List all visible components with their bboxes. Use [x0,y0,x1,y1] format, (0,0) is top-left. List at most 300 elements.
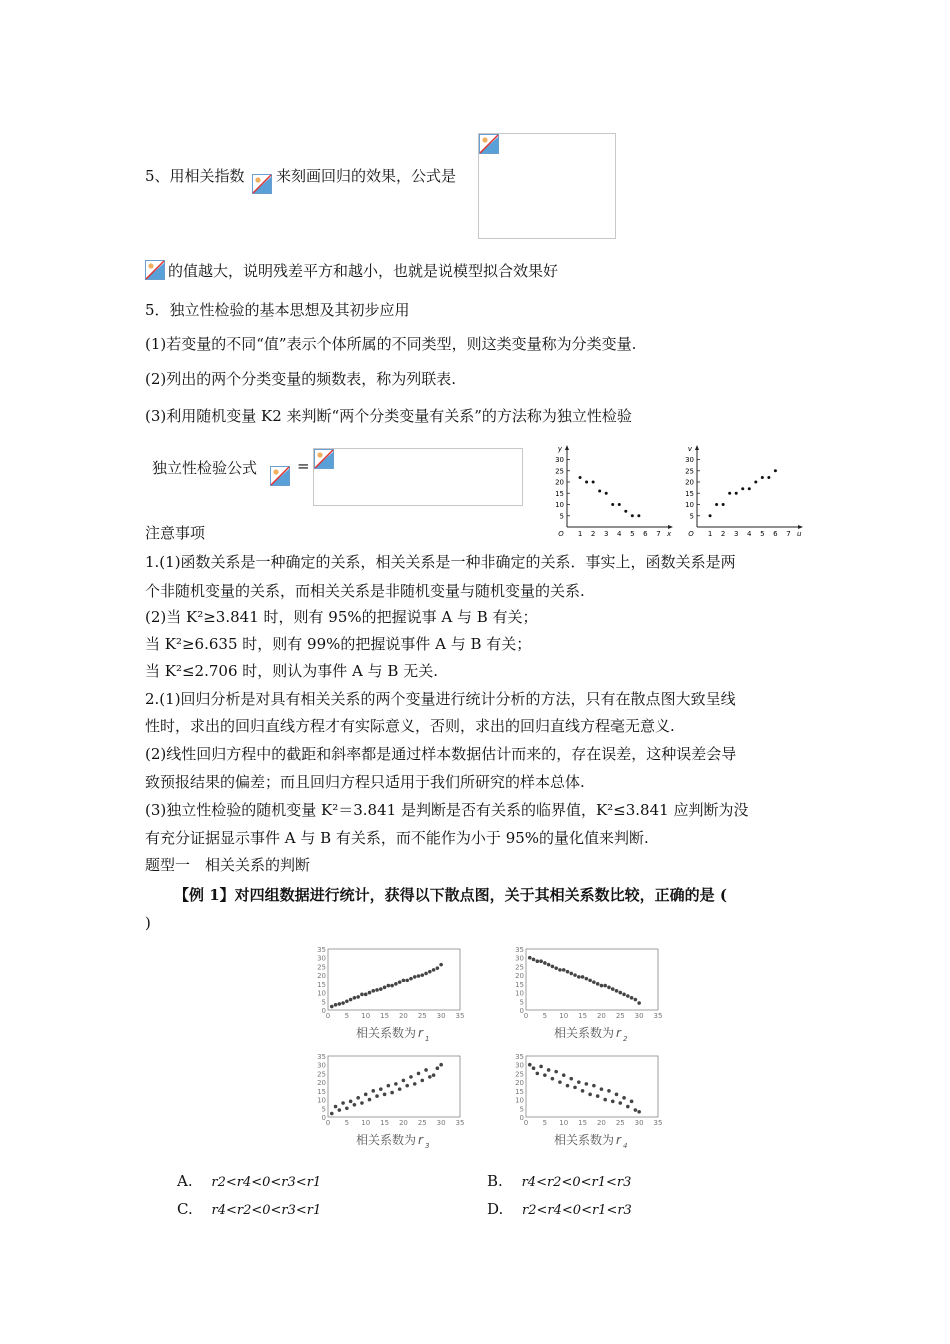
data-point [424,972,428,976]
data-point [722,503,725,506]
data-point [368,991,372,995]
data-point [364,1093,368,1097]
caption-variable: r [418,1133,423,1147]
x-tick-label: 35 [653,1119,663,1127]
data-point [596,1094,600,1098]
x-tick-label: 7 [786,530,791,538]
x-tick-label: 30 [634,1119,644,1127]
data-point [735,492,738,495]
data-point [611,987,615,991]
data-point [543,1073,547,1077]
data-point [390,1091,394,1095]
data-point [596,982,600,986]
data-point [588,1093,592,1097]
option-d[interactable] [487,1199,632,1221]
data-point [428,970,432,974]
y-tick-label: 25 [685,467,694,476]
independence-heading: 5．独立性检验的基本思想及其初步应用 [145,301,410,319]
data-point [539,959,543,963]
data-point [585,481,588,484]
data-point [409,977,413,981]
data-point [577,1080,581,1084]
data-point [417,1072,421,1076]
equals-sign: = [297,457,310,475]
data-point [394,982,398,986]
y-tick-label: 10 [317,1096,326,1105]
data-point [728,492,731,495]
data-point [330,1112,334,1116]
y-tick-label: 5 [689,512,694,521]
data-point [528,956,532,960]
data-point [600,984,604,988]
y-tick-label: 5 [321,1105,326,1114]
scatter-plot-r4 [506,1050,676,1155]
x-tick-label: 5 [344,1119,350,1127]
y-axis-label: v [687,445,692,453]
x-tick-label: O [558,530,564,538]
note-6a: (2)线性回归方程中的截距和斜率都是通过样本数据估计而来的，存在误差，这种误差会导 [145,745,737,763]
data-point [754,481,757,484]
data-point [345,999,349,1003]
x-tick-label: 0 [523,1119,529,1127]
option-b-text: r4<r2<0<r1<r3 [521,1175,632,1190]
x-tick-label: 2 [720,530,726,538]
y-tick-label: 0 [321,1114,326,1122]
data-point [631,514,634,517]
y-tick-label: 15 [317,980,326,989]
data-point [607,1089,611,1093]
question-stem-close: ) [145,914,151,932]
data-point [634,1108,638,1112]
data-point [562,1073,566,1077]
broken-image-icon [270,466,290,486]
x-tick-label: 10 [559,1119,569,1127]
data-point [539,1065,543,1069]
data-point [615,1093,619,1097]
x-tick-label: 20 [398,1119,408,1127]
y-tick-label: 15 [515,980,524,989]
data-point [420,973,424,977]
option-b-label: B. [487,1172,503,1190]
x-tick-label: 5 [630,530,635,538]
broken-image-icon [314,449,334,469]
caption-variable: r [616,1026,621,1040]
note-2: (2)当 K²≥3.841 时，则有 95%的把握说事 A 与 B 有关； [145,608,538,626]
y-tick-label: 5 [519,1105,524,1114]
data-point [592,1084,596,1088]
data-point [379,1087,383,1091]
x-tick-label: 6 [773,530,778,538]
plot-caption: 相关系数为 [356,1026,417,1040]
x-tick-label: 5 [344,1012,350,1020]
data-point [420,1079,424,1083]
data-point [543,961,547,965]
x-tick-label: 1 [577,530,583,538]
data-point [592,980,596,984]
data-point [436,1066,440,1070]
x-tick-label: 30 [436,1119,446,1127]
data-point [547,1068,551,1072]
x-tick-label: 3 [733,530,739,538]
data-point [637,1001,641,1005]
data-point [356,995,360,999]
note-4: 当 K²≤2.706 时，则认为事件 A 与 B 无关. [145,662,438,680]
y-tick-label: 30 [317,954,326,963]
data-point [536,959,540,963]
data-point [562,968,566,972]
option-c-label: C. [177,1200,193,1218]
note-7b: 有充分证据显示事件 A 与 B 有关系，而不能作为小于 95%的量化值来判断. [145,829,649,847]
data-point [618,503,621,506]
data-point [637,1110,641,1114]
x-tick-label: 2 [590,530,596,538]
data-point [554,1070,558,1074]
y-axis-label: y [557,445,562,453]
y-tick-label: 30 [317,1061,326,1070]
x-axis-arrow [668,525,673,529]
data-point [341,1001,345,1005]
x-tick-label: 20 [596,1012,606,1020]
y-tick-label: 25 [555,467,564,476]
data-point [577,975,581,979]
data-point [405,979,409,983]
data-point [390,984,394,988]
data-point [585,977,589,981]
data-point [630,996,634,1000]
data-point [334,1105,338,1109]
y-tick-label: 10 [515,1096,524,1105]
data-point [774,469,777,472]
data-point [573,973,577,977]
option-d-text: r2<r4<0<r1<r3 [522,1203,632,1218]
notes-title: 注意事项 [145,524,206,542]
data-point [551,1077,555,1081]
y-tick-label: 30 [685,456,694,464]
x-tick-label: 1 [707,530,713,538]
note-5b: 性时，求出的回归直线方程才有实际意义，否则，求出的回归直线方程毫无意义. [145,717,675,735]
data-point [581,975,585,979]
data-point [605,492,608,495]
option-a-label: A. [177,1172,193,1190]
data-point [424,1068,428,1072]
caption-subscript: 4 [623,1142,628,1150]
x-tick-label: 0 [325,1119,331,1127]
x-tick-label: 20 [596,1119,606,1127]
y-tick-label: 35 [515,946,524,954]
data-point [368,1098,372,1102]
formula-prefix: 5、用相关指数 [145,167,245,185]
scatter-plot-r3 [308,1050,478,1155]
question-stem: 【例 1】对四组数据进行统计，获得以下散点图，关于其相关系数比较，正确的是 ( [174,886,727,904]
data-point [761,476,764,479]
data-point [611,503,614,506]
x-tick-label: 25 [615,1119,625,1127]
independence-item-2: (2)列出的两个分类变量的频数表，称为列联表. [145,370,457,388]
data-point [569,1077,573,1081]
data-point [566,970,570,974]
x-axis-label: u [797,530,802,538]
note-5a: 2.(1)回归分析是对具有相关关系的两个变量进行统计分析的方法，只有在散点图大致呈线 [145,690,736,708]
y-tick-label: 30 [515,954,524,963]
data-point [353,996,357,1000]
data-point [379,987,383,991]
data-point [566,1084,570,1088]
data-point [622,1096,626,1100]
x-tick-label: 35 [455,1012,465,1020]
y-tick-label: 35 [515,1053,524,1061]
data-point [360,993,364,997]
x-tick-label: 25 [417,1119,427,1127]
y-tick-label: 25 [515,963,524,972]
data-point [413,1082,417,1086]
option-a-text: r2<r4<0<r3<r1 [211,1175,322,1190]
broken-image-icon [252,174,272,194]
x-axis-arrow [798,525,803,529]
data-point [618,991,622,995]
data-point [417,974,421,978]
y-tick-label: 10 [317,989,326,998]
y-tick-label: 0 [519,1114,524,1122]
data-point [585,1082,589,1086]
scatter-plot-xy [545,445,675,550]
data-point [611,1100,615,1104]
y-tick-label: 10 [555,501,564,509]
y-tick-label: 20 [317,1079,326,1088]
x-tick-label: 30 [436,1012,446,1020]
note-1a: 1.(1)函数关系是一种确定的关系，相关关系是一种非确定的关系．事实上，函数关系是两 [145,553,736,571]
x-tick-label: 15 [578,1012,588,1020]
data-point [405,1084,409,1088]
data-point [375,1094,379,1098]
data-point [402,979,406,983]
x-tick-label: 4 [617,530,622,538]
data-point [551,965,555,969]
caption-variable: r [418,1026,423,1040]
data-point [402,1079,406,1083]
data-point [360,1101,364,1105]
data-point [588,979,592,983]
data-point [637,514,640,517]
data-point [600,1087,604,1091]
broken-image-icon [479,134,499,154]
independence-formula-label: 独立性检验公式 [152,459,258,477]
data-point [603,1098,607,1102]
data-point [573,1086,577,1090]
note-3: 当 K²≥6.635 时，则有 99%的把握说事件 A 与 B 有关； [145,635,532,653]
data-point [413,975,417,979]
y-axis-arrow [695,445,699,450]
y-tick-label: 5 [559,512,564,521]
x-tick-label: 5 [542,1012,548,1020]
x-tick-label: 0 [325,1012,331,1020]
y-tick-label: 20 [555,478,564,487]
data-point [709,514,712,517]
data-point [394,1082,398,1086]
y-tick-label: 20 [515,972,524,981]
data-point [767,476,770,479]
x-tick-label: 20 [398,1012,408,1020]
data-point [345,1106,349,1110]
plot-caption: 相关系数为 [554,1133,615,1147]
data-point [581,1089,585,1093]
data-point [349,1100,353,1104]
y-tick-label: 0 [519,1007,524,1015]
caption-subscript: 1 [425,1035,430,1043]
note-7a: (3)独立性检验的随机变量 K²＝3.841 是判断是否有关系的临界值，K²≤3.841 应判断为没 [145,801,749,819]
x-tick-label: 3 [603,530,609,538]
y-tick-label: 25 [317,1070,326,1079]
data-point [371,1089,375,1093]
formula-line [145,166,245,186]
data-point [630,1100,634,1104]
data-point [375,988,379,992]
independence-formula-frame [313,448,523,506]
data-point [622,993,626,997]
data-point [353,1103,357,1107]
scatter-plot-uv [675,445,805,550]
data-point [356,1096,360,1100]
y-tick-label: 15 [555,489,564,498]
y-tick-label: 5 [321,998,326,1007]
y-tick-label: 20 [317,972,326,981]
y-tick-label: 35 [317,946,326,954]
independence-item-1: (1)若变量的不同“值”表示个体所属的不同类型，则这类变量称为分类变量. [145,335,637,353]
data-point [748,487,751,490]
data-point [383,1093,387,1097]
plot-caption: 相关系数为 [554,1026,615,1040]
data-point [387,984,391,988]
question-type-title: 题型一 相关关系的判断 [145,856,311,874]
data-point [624,510,627,513]
x-tick-label: 30 [634,1012,644,1020]
data-point [536,1072,540,1076]
x-tick-label: 35 [455,1119,465,1127]
x-axis-label: x [667,530,672,538]
y-tick-label: 15 [317,1087,326,1096]
data-point [383,986,387,990]
data-point [532,1066,536,1070]
data-point [428,1075,432,1079]
x-tick-label: 15 [380,1012,390,1020]
data-point [558,968,562,972]
data-point [439,963,443,967]
y-tick-label: 35 [317,1053,326,1061]
formula-middle-line [276,166,456,186]
plot-frame [526,1056,658,1117]
caption-subscript: 2 [623,1035,628,1043]
data-point [432,1073,436,1077]
data-point [558,1080,562,1084]
option-c-text: r4<r2<0<r3<r1 [211,1203,322,1218]
data-point [436,966,440,970]
y-tick-label: 10 [515,989,524,998]
data-point [432,968,436,972]
y-tick-label: 15 [685,489,694,498]
data-point [592,481,595,484]
x-tick-label: 4 [747,530,752,538]
data-point [634,998,638,1002]
data-point [387,1084,391,1088]
x-tick-label: 5 [760,530,765,538]
x-tick-label: 0 [523,1012,529,1020]
x-tick-label: O [688,530,694,538]
y-tick-label: 30 [515,1061,524,1070]
data-point [715,503,718,506]
y-tick-label: 10 [685,501,694,509]
option-a[interactable] [177,1171,321,1193]
data-point [626,994,630,998]
x-tick-label: 10 [361,1119,371,1127]
data-point [349,998,353,1002]
scatter-plot-r1 [308,943,478,1048]
data-point [371,989,375,993]
note-1b: 个非随机变量的关系，而相关关系是非随机变量与随机变量的关系. [145,582,585,600]
x-tick-label: 15 [578,1119,588,1127]
data-point [554,966,558,970]
scatter-plot-r2 [506,943,676,1048]
data-point [338,1002,342,1006]
option-c[interactable] [177,1199,321,1221]
data-point [598,490,601,493]
data-point [603,984,607,988]
option-d-label: D. [487,1200,504,1218]
data-point [334,1003,338,1007]
independence-item-3: (3)利用随机变量 K2 来判断“两个分类变量有关系”的方法称为独立性检验 [145,407,632,425]
data-point [398,1087,402,1091]
caption-variable: r [616,1133,621,1147]
x-tick-label: 7 [656,530,661,538]
data-point [364,993,368,997]
caption-subscript: 3 [425,1142,430,1150]
formula-continuation: 的值越大，说明残差平方和越小，也就是说模型拟合效果好 [168,262,559,280]
data-point [741,487,744,490]
data-point [618,1101,622,1105]
data-point [439,1063,443,1067]
y-tick-label: 25 [317,963,326,972]
y-tick-label: 5 [519,998,524,1007]
y-tick-label: 30 [555,456,564,464]
data-point [528,1063,532,1067]
y-tick-label: 0 [321,1007,326,1015]
data-point [398,980,402,984]
y-axis-arrow [565,445,569,450]
data-point [330,1005,334,1009]
y-tick-label: 25 [515,1070,524,1079]
option-b[interactable] [487,1171,631,1193]
x-tick-label: 35 [653,1012,663,1020]
data-point [626,1105,630,1109]
plot-frame [526,949,658,1010]
formula-middle: 来刻画回归的效果，公式是 [276,167,457,185]
y-tick-label: 20 [685,478,694,487]
x-tick-label: 25 [615,1012,625,1020]
x-tick-label: 15 [380,1119,390,1127]
data-point [409,1075,413,1079]
data-point [569,972,573,976]
plot-caption: 相关系数为 [356,1133,417,1147]
data-point [532,958,536,962]
data-point [341,1101,345,1105]
y-tick-label: 15 [515,1087,524,1096]
note-6b: 致预报结果的偏差；而且回归方程只适用于我们所研究的样本总体. [145,773,585,791]
x-tick-label: 6 [643,530,648,538]
data-point [338,1108,342,1112]
x-tick-label: 10 [361,1012,371,1020]
x-tick-label: 10 [559,1012,569,1020]
data-point [579,476,582,479]
x-tick-label: 25 [417,1012,427,1020]
y-tick-label: 20 [515,1079,524,1088]
